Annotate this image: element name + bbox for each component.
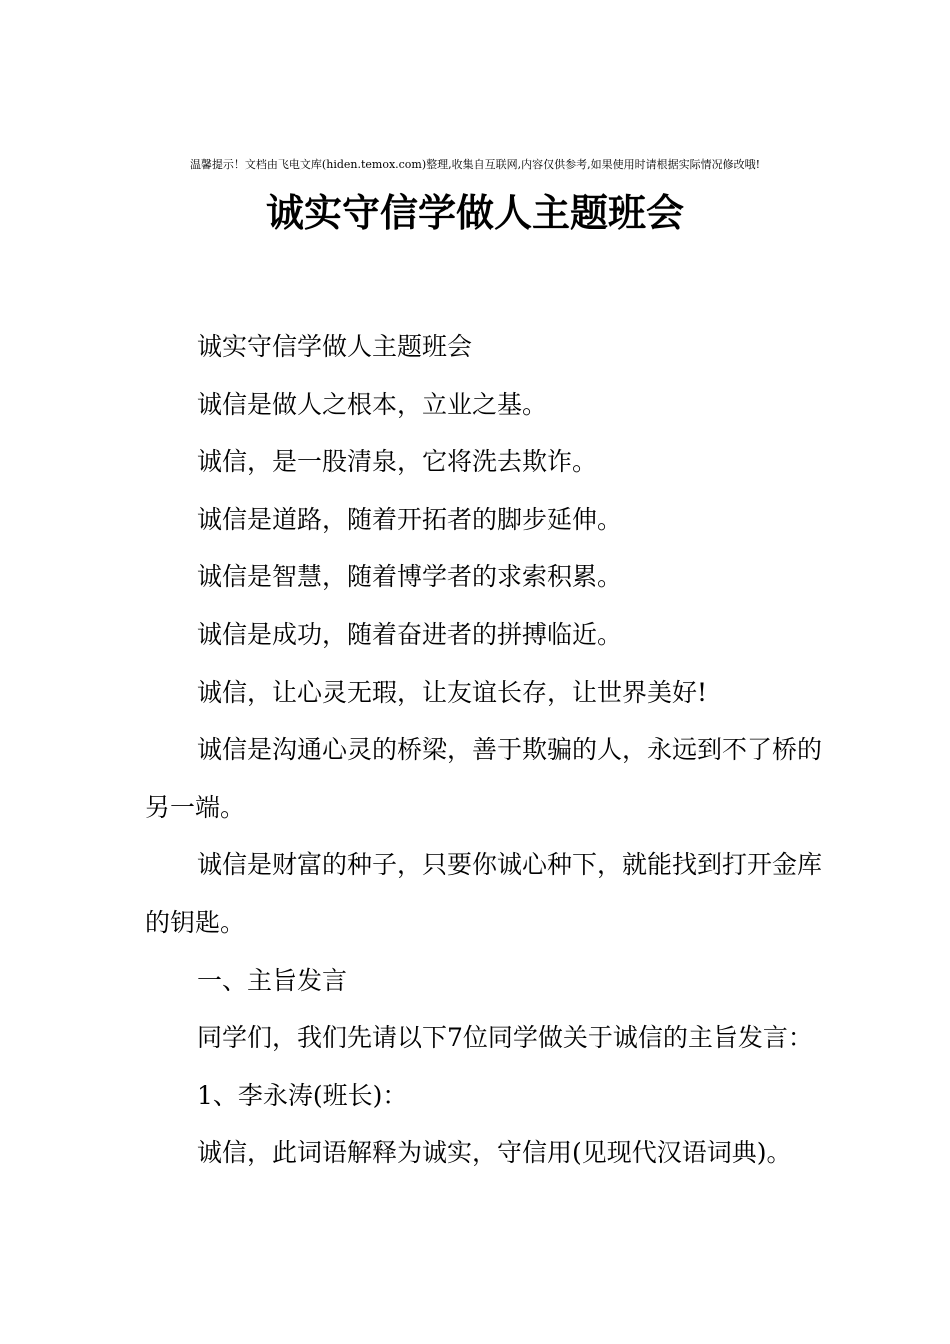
- paragraph: 诚信是做人之根本，立业之基。: [197, 389, 548, 419]
- speaker-item: 1、李永涛(班长)：: [197, 1080, 408, 1110]
- paragraph: 诚信是道路，随着开拓者的脚步延伸。: [197, 504, 623, 534]
- document-title: 诚实守信学做人主题班会: [265, 190, 684, 235]
- paragraph: 诚信，让心灵无瑕，让友谊长存，让世界美好!: [197, 677, 708, 707]
- paragraph: 诚信是智慧，随着博学者的求索积累。: [197, 562, 623, 592]
- section-heading: 一、主旨发言: [197, 965, 348, 995]
- document-body: [145, 318, 825, 1182]
- paragraph: 诚信是沟通心灵的桥梁，善于欺骗的人，永远到不了桥的另一端。: [145, 735, 823, 822]
- header-notice: 温馨提示！文档由飞电文库(hiden.temox.com)整理,收集自互联网,内容仅供参考,如果使用时请根据实际情况修改哦!: [189, 158, 761, 171]
- paragraph: 诚信是财富的种子，只要你诚心种下，就能找到打开金库的钥匙。: [145, 850, 823, 937]
- paragraph: 诚信，是一股清泉，它将洗去欺诈。: [197, 447, 598, 477]
- paragraph: 诚实守信学做人主题班会: [197, 332, 473, 361]
- paragraph: 诚信是成功，随着奋进者的拼搏临近。: [197, 619, 623, 649]
- paragraph: 诚信，此词语解释为诚实，守信用(见现代汉语词典)。: [197, 1138, 792, 1168]
- paragraph: 同学们，我们先请以下7位同学做关于诚信的主旨发言：: [197, 1023, 813, 1053]
